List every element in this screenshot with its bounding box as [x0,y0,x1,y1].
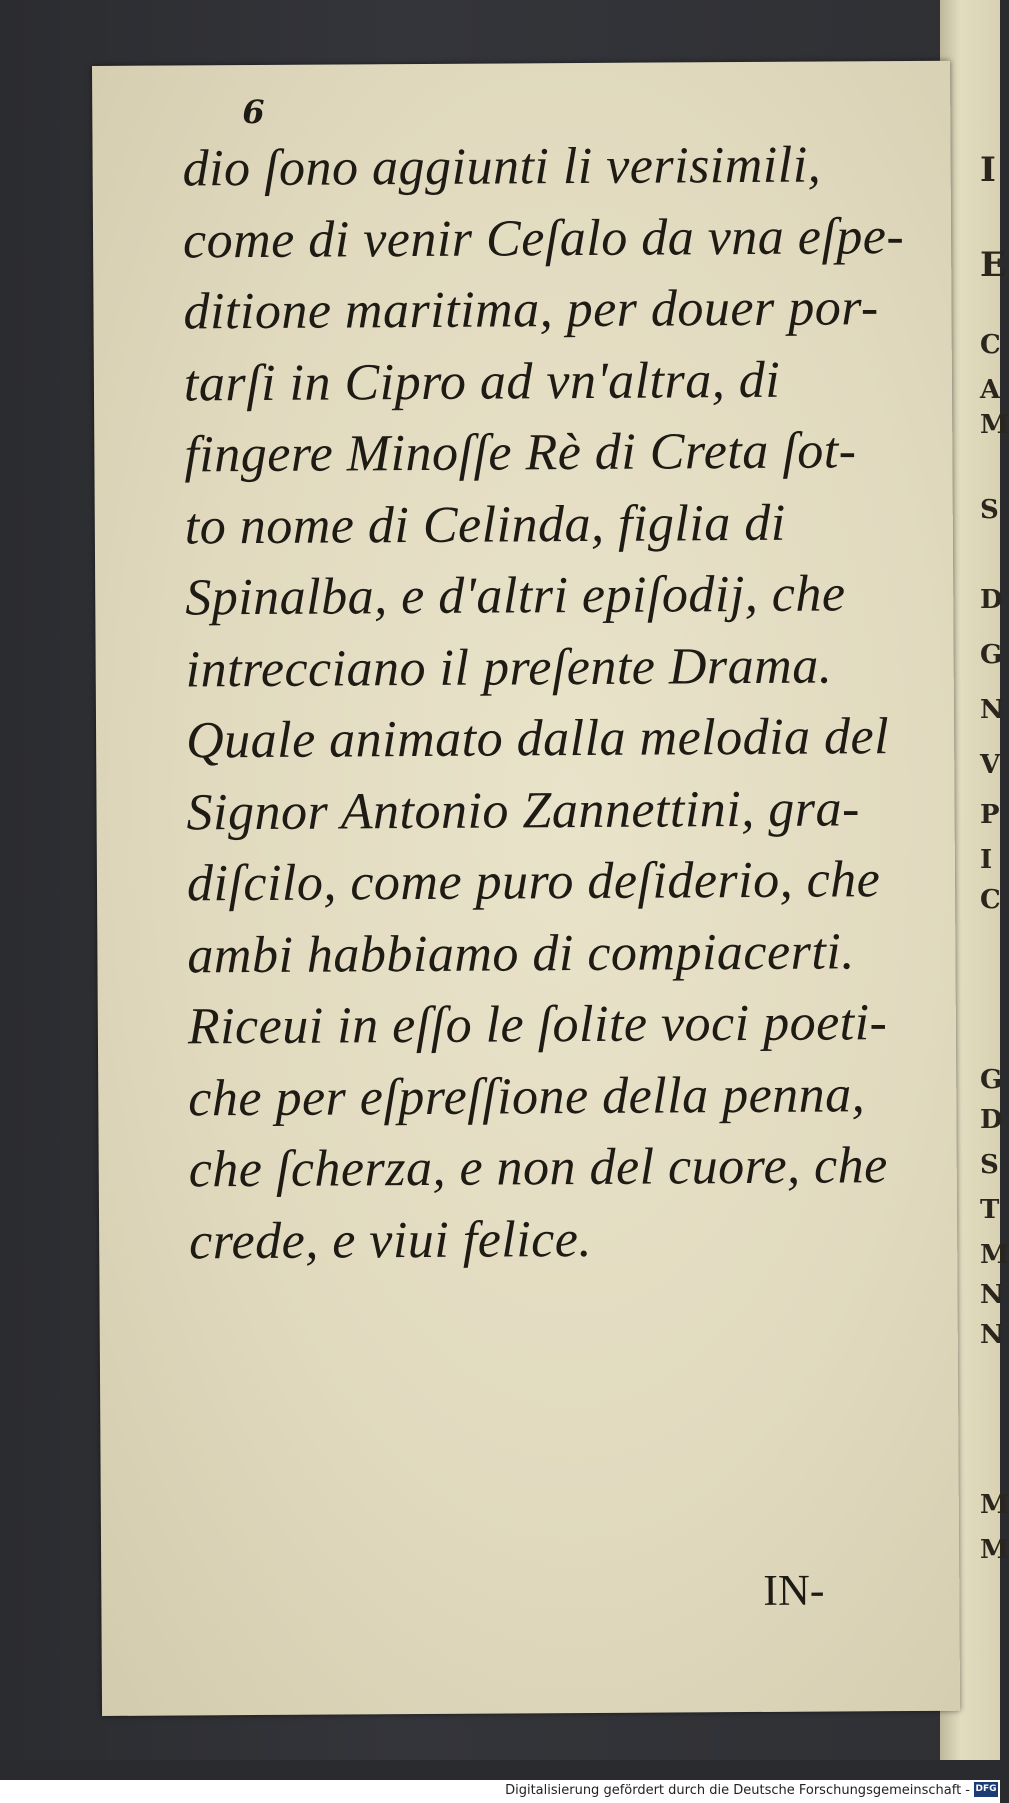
adjacent-page-letter: S [980,495,999,525]
text-line: to nome di Celinda, figlia di [184,494,786,555]
text-line: Signor Antonio Zannettini, gra- [186,779,860,841]
adjacent-page-letter: M [980,1240,1009,1270]
text-line: che ſcherza, e non del cuore, che [188,1137,888,1199]
adjacent-page-letter: V [980,750,1001,780]
adjacent-page-letter: D [980,1105,1003,1135]
adjacent-page-letter: T [980,1195,1000,1225]
funding-notice: Digitalisierung gefördert durch die Deutsche Forschungsgemeinschaft - [505,1783,970,1798]
adjacent-page-letter: N [980,1320,1004,1350]
dfg-logo: DFG [974,1782,998,1797]
page-number: 6 [242,92,265,132]
adjacent-page-letter: D [980,585,1003,615]
adjacent-page-letter: M [980,1535,1009,1565]
text-line: ambi habbiamo di compiacerti. [187,922,855,984]
text-line: dio ſono aggiunti li verisimili, [182,136,822,198]
text-line: tarſi in Cipro ad vn'altra, di [183,351,781,412]
text-line: che per eſpreſſione della penna, [188,1065,866,1127]
text-line: crede, e viui felice. [189,1210,593,1270]
text-line: diſcilo, come puro deſiderio, che [186,851,881,913]
adjacent-page-letter: P [980,800,1000,830]
adjacent-page-letter: N [980,695,1004,725]
text-line: Riceui in eſſo le ſolite voci poeti- [187,994,888,1056]
adjacent-page-letter: E [980,245,1006,285]
adjacent-page-letter: C [980,885,1001,915]
adjacent-page-letter: C [980,330,1001,360]
adjacent-page-letter: S [980,1150,999,1180]
text-line: come di venir Ceſalo da vna eſpe- [182,207,905,269]
body-text [182,129,909,1277]
adjacent-page-letter: A [980,375,1001,405]
text-line: fingere Minoſſe Rè di Creta ſot- [184,422,857,484]
catchword: IN- [763,1565,825,1615]
adjacent-page-letter: G [980,1065,1003,1095]
book-page [92,61,960,1716]
adjacent-page-letter: I [980,845,993,875]
adjacent-page-letter: G [980,640,1003,670]
text-line: intrecciano il preſente Drama. [185,636,833,698]
adjacent-page-letter: N [980,1280,1004,1310]
adjacent-page-letter: M [980,410,1009,440]
adjacent-page-letter: M [980,1490,1009,1520]
text-line: Quale animato dalla melodia del [185,708,890,770]
adjacent-page-letter: I [980,150,996,190]
text-line: ditione maritima, per douer por- [183,279,879,341]
text-line: Spinalba, e d'altri epiſodij, che [185,565,846,627]
